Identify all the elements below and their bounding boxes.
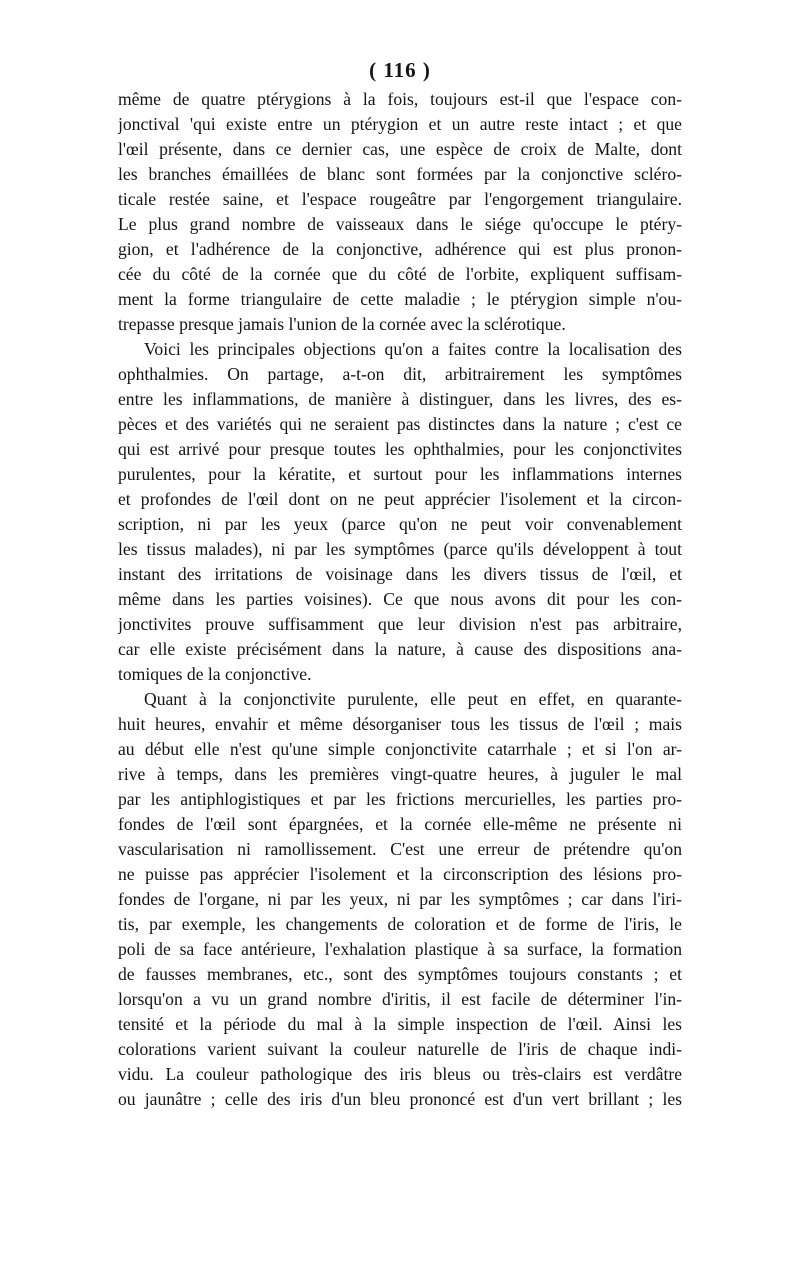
text-line: même de quatre ptérygions à la fois, toujours est-il que l'espace con- (118, 89, 682, 109)
text-line: lorsqu'on a vu un grand nombre d'iritis, il est facile de déterminer l'in- (118, 989, 682, 1009)
text-line: par les antiphlogistiques et par les frictions mercurielles, les parties pro- (118, 789, 682, 809)
text-line: gion, et l'adhérence de la conjonctive, adhérence qui est plus pronon- (118, 239, 682, 259)
text-line: tis, par exemple, les changements de coloration et de forme de l'iris, le (118, 914, 682, 934)
text-line: Voici les principales objections qu'on a faites contre la localisation des (144, 339, 682, 359)
text-line: même dans les parties voisines). Ce que nous avons dit pour les con- (118, 589, 682, 609)
text-line: cée du côté de la cornée que du côté de l'orbite, expliquent suffisam- (118, 264, 682, 284)
text-line: colorations varient suivant la couleur naturelle de l'iris de chaque indi- (118, 1039, 682, 1059)
text-line: scription, ni par les yeux (parce qu'on ne peut voir convenablement (118, 514, 682, 534)
text-line: trepasse presque jamais l'union de la cornée avec la sclérotique. (118, 314, 566, 334)
text-line: ou jaunâtre ; celle des iris d'un bleu prononcé est d'un vert brillant ; les (118, 1089, 682, 1109)
text-line: Quant à la conjonctivite purulente, elle peut en effet, en quarante- (144, 689, 682, 709)
text-line: jonctival 'qui existe entre un ptérygion et un autre reste intact ; et que (118, 114, 682, 134)
text-line: pèces et des variétés qui ne seraient pas distinctes dans la nature ; c'est ce (118, 414, 682, 434)
text-line: poli de sa face antérieure, l'exhalation plastique à sa surface, la formation (118, 939, 682, 959)
text-line: l'œil présente, dans ce dernier cas, une espèce de croix de Malte, dont (118, 139, 682, 159)
body-text (118, 87, 682, 1112)
text-line: et profondes de l'œil dont on ne peut apprécier l'isolement et la circon- (118, 489, 682, 509)
text-line: de fausses membranes, etc., sont des symptômes toujours constants ; et (118, 964, 682, 984)
text-line: qui est arrivé pour presque toutes les ophthalmies, pour les conjonctivites (118, 439, 682, 459)
text-line: ne puisse pas apprécier l'isolement et la circonscription des lésions pro- (118, 864, 682, 884)
page-number: ( 116 ) (369, 58, 431, 82)
text-line: tomiques de la conjonctive. (118, 664, 312, 684)
text-line: au début elle n'est qu'une simple conjonctivite catarrhale ; et si l'on ar- (118, 739, 682, 759)
text-line: tensité et la période du mal à la simple inspection de l'œil. Ainsi les (118, 1014, 682, 1034)
text-line: car elle existe précisément dans la nature, à cause des dispositions ana- (118, 639, 682, 659)
text-line: vidu. La couleur pathologique des iris bleus ou très-clairs est verdâtre (118, 1064, 682, 1084)
text-line: huit heures, envahir et même désorganiser tous les tissus de l'œil ; mais (118, 714, 682, 734)
text-line: les branches émaillées de blanc sont formées par la conjonctive scléro- (118, 164, 682, 184)
text-line: ticale restée saine, et l'espace rougeâtre par l'engorgement triangulaire. (118, 189, 682, 209)
text-line: rive à temps, dans les premières vingt-quatre heures, à juguler le mal (118, 764, 682, 784)
text-line: Le plus grand nombre de vaisseaux dans le siége qu'occupe le ptéry- (118, 214, 682, 234)
text-line: entre les inflammations, de manière à distinguer, dans les livres, des es- (118, 389, 682, 409)
text-line: ophthalmies. On partage, a-t-on dit, arbitrairement les symptômes (118, 364, 682, 384)
text-line: fondes de l'œil sont épargnées, et la cornée elle-même ne présente ni (118, 814, 682, 834)
text-line: les tissus malades), ni par les symptômes (parce qu'ils développent à tout (118, 539, 682, 559)
text-line: vascularisation ni ramollissement. C'est une erreur de prétendre qu'on (118, 839, 682, 859)
text-line: fondes de l'organe, ni par les yeux, ni par les symptômes ; car dans l'iri- (118, 889, 682, 909)
text-line: ment la forme triangulaire de cette maladie ; le ptérygion simple n'ou- (118, 289, 682, 309)
text-line: jonctivites prouve suffisamment que leur division n'est pas arbitraire, (118, 614, 682, 634)
text-line: instant des irritations de voisinage dans les divers tissus de l'œil, et (118, 564, 682, 584)
text-line: purulentes, pour la kératite, et surtout pour les inflammations internes (118, 464, 682, 484)
